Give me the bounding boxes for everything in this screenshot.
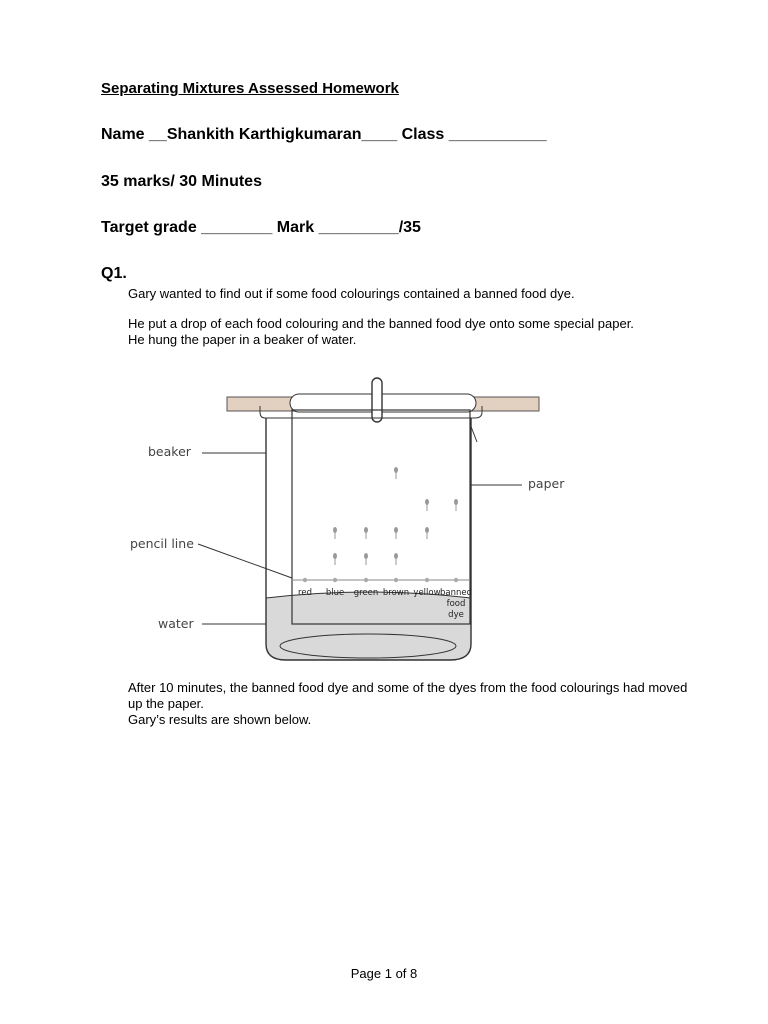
paper-clip (372, 378, 382, 422)
start-spot-5 (454, 578, 458, 582)
column-label-yellow: yellow (413, 588, 441, 598)
question-intro: Gary wanted to find out if some food colourings contained a banned food dye. (128, 286, 575, 301)
pencil-line-label: pencil line (130, 536, 194, 551)
column-label-blue: blue (325, 588, 345, 598)
method-line-2: He hung the paper in a beaker of water. (128, 332, 357, 347)
column-label-banned: banned (439, 588, 473, 598)
start-spot-3 (394, 578, 398, 582)
worksheet-title: Separating Mixtures Assessed Homework (101, 80, 399, 97)
start-spot-4 (425, 578, 429, 582)
column-label-red: red (298, 588, 312, 598)
beaker-label: beaker (148, 444, 191, 459)
results-line-1: After 10 minutes, the banned food dye and some of the dyes from the food colourings had moved up the paper. (128, 680, 688, 711)
method-line-1: He put a drop of each food colouring and the banned food dye onto some special paper. (128, 316, 634, 331)
paper-label: paper (528, 476, 565, 491)
chromatography-diagram (120, 372, 565, 672)
column-label-green: green (353, 588, 379, 598)
page-number: Page 1 of 8 (350, 966, 418, 981)
column-label-food: food (446, 599, 466, 609)
water (266, 592, 471, 660)
start-spot-2 (364, 578, 368, 582)
target-grade-line: Target grade ________ Mark _________/35 (101, 219, 421, 236)
start-spot-0 (303, 578, 307, 582)
column-label-brown: brown (382, 588, 410, 598)
method-paragraph (128, 316, 688, 348)
dye-spots (303, 467, 458, 582)
marks-time-line: 35 marks/ 30 Minutes (101, 173, 262, 190)
column-label-dye: dye (448, 610, 464, 620)
pencil-line-leader (198, 544, 292, 578)
water-label: water (158, 616, 194, 631)
results-line-2: Gary’s results are shown below. (128, 712, 312, 727)
name-class-line: Name __Shankith Karthigkumaran____ Class ___________ (101, 126, 547, 143)
question-number: Q1. (101, 265, 127, 282)
start-spot-1 (333, 578, 337, 582)
results-paragraph (128, 680, 688, 728)
paper-roll (290, 394, 476, 412)
